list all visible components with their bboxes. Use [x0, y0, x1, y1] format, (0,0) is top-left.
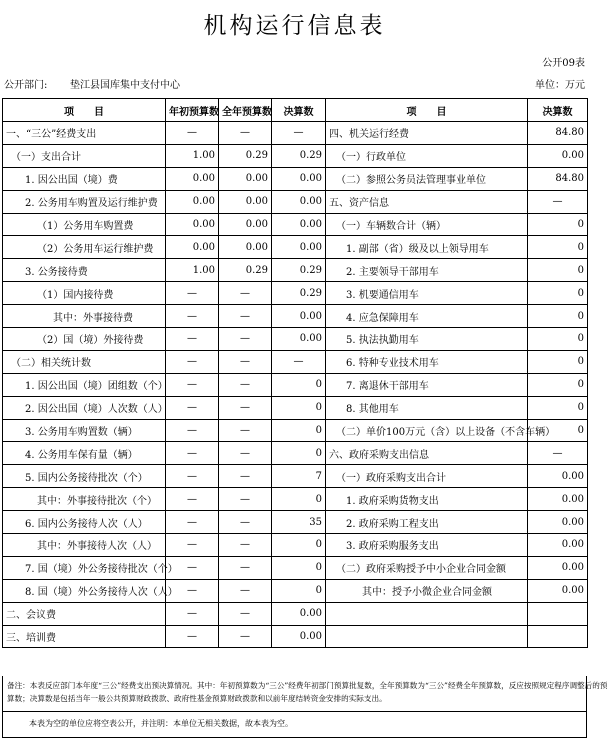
right-item-cell: 7. 离退休干部用车 — [326, 373, 528, 396]
remarks-line-1: 备注：本表反应部门本年度“三公”经费支出预决算情况。其中：年初预算数为“三公”经费年初部门预算批复数，全年预算数为“三公”经费全年预算数，反应按照规定程序调整后的预 — [7, 681, 607, 690]
right-item-cell: 1. 副部（省）级及以上领导用车 — [326, 236, 528, 259]
annual-budget-cell: 0.00 — [219, 236, 272, 259]
table-row — [3, 122, 588, 145]
annual-budget-cell: — — [219, 305, 272, 328]
right-final-amount-cell: — — [528, 442, 588, 465]
right-item-cell: （二）政府采购授予中小企业合同金额 — [326, 556, 528, 579]
annual-budget-cell: — — [219, 350, 272, 373]
annual-budget-cell: — — [219, 419, 272, 442]
right-item-cell: 3. 机要通信用车 — [326, 282, 528, 305]
right-final-amount-cell: 0 — [528, 396, 588, 419]
final-amount-cell: 0.00 — [272, 625, 326, 648]
left-item-cell: （2）公务用车运行维护费 — [3, 236, 166, 259]
table-row — [3, 282, 588, 305]
initial-budget-cell: — — [166, 534, 219, 557]
right-final-amount-cell: 0 — [528, 282, 588, 305]
initial-budget-cell: — — [166, 328, 219, 351]
page-title: 机构运行信息表 — [203, 13, 386, 39]
right-item-cell: 6. 特种专业技术用车 — [326, 350, 528, 373]
table-header-row — [3, 99, 588, 122]
initial-budget-cell: 0.00 — [166, 213, 219, 236]
left-item-cell: 2. 公务用车购置及运行维护费 — [3, 190, 166, 213]
right-final-amount-cell: 0 — [528, 236, 588, 259]
table-row — [3, 442, 588, 465]
left-item-cell: 3. 公务接待费 — [3, 259, 166, 282]
right-item-cell: 2. 政府采购工程支出 — [326, 511, 528, 534]
table-row — [3, 625, 588, 648]
left-item-cell: 二、会议费 — [3, 602, 166, 625]
final-amount-cell: 0 — [272, 442, 326, 465]
left-item-cell: 其中：外事接待人次（人） — [3, 534, 166, 557]
right-item-cell: （一）政府采购支出合计 — [326, 465, 528, 488]
right-item-cell: （二）参照公务员法管理事业单位 — [326, 167, 528, 190]
table-row — [3, 373, 588, 396]
initial-budget-cell: — — [166, 419, 219, 442]
right-final-amount-cell: 0 — [528, 350, 588, 373]
remarks-line-2: 算数；决算数是包括当年一般公共预算财政拨款、政府性基金预算财政拨款和以前年度结转资金安排的实际支出。 — [7, 694, 387, 703]
final-amount-cell: 0.29 — [272, 144, 326, 167]
left-item-cell: （二）相关统计数 — [3, 350, 166, 373]
right-item-cell: 六、政府采购支出信息 — [326, 442, 528, 465]
final-amount-cell: 0.00 — [272, 236, 326, 259]
final-amount-cell: 0 — [272, 373, 326, 396]
right-final-amount-cell: 84.80 — [528, 122, 588, 145]
right-item-cell: （一）车辆数合计（辆） — [326, 213, 528, 236]
table-row — [3, 305, 588, 328]
annual-budget-cell: — — [219, 282, 272, 305]
right-item-cell: 其中：授予小微企业合同金额 — [326, 579, 528, 602]
right-final-amount-cell: 0 — [528, 328, 588, 351]
annual-budget-cell: 0.00 — [219, 213, 272, 236]
left-item-cell: 1. 因公出国（境）费 — [3, 167, 166, 190]
header-right-final-amount: 决算数 — [528, 99, 588, 122]
right-final-amount-cell: 0 — [528, 305, 588, 328]
final-amount-cell: 0.00 — [272, 190, 326, 213]
annual-budget-cell: — — [219, 328, 272, 351]
annual-budget-cell: — — [219, 602, 272, 625]
institution-operation-table — [2, 98, 588, 648]
unit-label: 单位：万元 — [535, 80, 585, 91]
annual-budget-cell: — — [219, 488, 272, 511]
left-item-cell: 8. 国（境）外公务接待人次（人） — [3, 579, 166, 602]
initial-budget-cell: — — [166, 625, 219, 648]
header-right-item: 项 目 — [326, 99, 528, 122]
final-amount-cell: 0 — [272, 556, 326, 579]
final-amount-cell: 0.00 — [272, 213, 326, 236]
left-item-cell: （1）国内接待费 — [3, 282, 166, 305]
table-row — [3, 190, 588, 213]
annual-budget-cell: 0.00 — [219, 167, 272, 190]
right-item-cell: 3. 政府采购服务支出 — [326, 534, 528, 557]
table-row — [3, 488, 588, 511]
remarks — [2, 676, 607, 712]
final-amount-cell: 35 — [272, 511, 326, 534]
right-final-amount-cell: — — [528, 190, 588, 213]
right-item-cell: 8. 其他用车 — [326, 396, 528, 419]
final-amount-cell: 0.00 — [272, 602, 326, 625]
table-row — [3, 236, 588, 259]
left-item-cell: （一）支出合计 — [3, 144, 166, 167]
right-item-cell — [326, 602, 528, 625]
left-item-cell: （2）国（境）外接待费 — [3, 328, 166, 351]
annual-budget-cell: — — [219, 534, 272, 557]
left-item-cell: 其中：外事接待费 — [3, 305, 166, 328]
initial-budget-cell: — — [166, 579, 219, 602]
final-amount-cell: 0 — [272, 579, 326, 602]
table-row — [3, 328, 588, 351]
annual-budget-cell: — — [219, 373, 272, 396]
left-item-cell: 2. 因公出国（境）人次数（人） — [3, 396, 166, 419]
annual-budget-cell: — — [219, 511, 272, 534]
table-row — [3, 259, 588, 282]
annual-budget-cell: 0.29 — [219, 144, 272, 167]
right-final-amount-cell — [528, 602, 588, 625]
left-item-cell: 6. 国内公务接待人次（人） — [3, 511, 166, 534]
left-item-cell: 7. 国（境）外公务接待批次（个） — [3, 556, 166, 579]
initial-budget-cell: — — [166, 602, 219, 625]
left-item-cell: 三、培训费 — [3, 625, 166, 648]
right-item-cell: 4. 应急保障用车 — [326, 305, 528, 328]
initial-budget-cell: — — [166, 442, 219, 465]
initial-budget-cell: — — [166, 396, 219, 419]
right-item-cell: （一）行政单位 — [326, 144, 528, 167]
initial-budget-cell: 1.00 — [166, 144, 219, 167]
right-final-amount-cell: 0 — [528, 213, 588, 236]
annual-budget-cell: — — [219, 556, 272, 579]
right-item-cell: 5. 执法执勤用车 — [326, 328, 528, 351]
left-item-cell: 3. 公务用车购置数（辆） — [3, 419, 166, 442]
right-item-cell — [326, 625, 528, 648]
initial-budget-cell: — — [166, 305, 219, 328]
left-item-cell: 1. 因公出国（境）团组数（个） — [3, 373, 166, 396]
final-amount-cell: 0 — [272, 534, 326, 557]
final-amount-cell: 0.00 — [272, 328, 326, 351]
left-item-cell: 4. 公务用车保有量（辆） — [3, 442, 166, 465]
left-item-cell: 5. 国内公务接待批次（个） — [3, 465, 166, 488]
final-amount-cell: — — [272, 350, 326, 373]
left-item-cell: 其中：外事接待批次（个） — [3, 488, 166, 511]
department-name: 垫江县国库集中支付中心 — [70, 80, 180, 91]
annual-budget-cell: 0.29 — [219, 259, 272, 282]
right-item-cell: 2. 主要领导干部用车 — [326, 259, 528, 282]
final-amount-cell: 0 — [272, 419, 326, 442]
right-item-cell: 四、机关运行经费 — [326, 122, 528, 145]
department-row — [0, 77, 589, 95]
right-final-amount-cell: 0.00 — [528, 579, 588, 602]
initial-budget-cell: 1.00 — [166, 259, 219, 282]
final-amount-cell: 0.29 — [272, 259, 326, 282]
right-final-amount-cell: 84.80 — [528, 167, 588, 190]
final-amount-cell: 7 — [272, 465, 326, 488]
form-code: 公开09表 — [542, 58, 585, 69]
right-final-amount-cell: 0.00 — [528, 534, 588, 557]
table-row — [3, 144, 588, 167]
initial-budget-cell: — — [166, 556, 219, 579]
initial-budget-cell: — — [166, 373, 219, 396]
final-amount-cell: 0.00 — [272, 167, 326, 190]
initial-budget-cell: — — [166, 465, 219, 488]
table-row — [3, 396, 588, 419]
right-item-cell: 五、资产信息 — [326, 190, 528, 213]
table-row — [3, 511, 588, 534]
initial-budget-cell: — — [166, 511, 219, 534]
annual-budget-cell: — — [219, 465, 272, 488]
table-row — [3, 213, 588, 236]
initial-budget-cell: — — [166, 122, 219, 145]
footer-note: 本表为空的单位应将空表公开，并注明：本单位无相关数据，故本表为空。 — [2, 712, 587, 738]
final-amount-cell: 0 — [272, 396, 326, 419]
right-item-cell: 1. 政府采购货物支出 — [326, 488, 528, 511]
final-amount-cell: 0.00 — [272, 305, 326, 328]
annual-budget-cell: — — [219, 625, 272, 648]
initial-budget-cell: 0.00 — [166, 236, 219, 259]
annual-budget-cell: 0.00 — [219, 190, 272, 213]
initial-budget-cell: — — [166, 488, 219, 511]
header-annual-budget: 全年预算数 — [219, 99, 272, 122]
annual-budget-cell: — — [219, 579, 272, 602]
right-final-amount-cell: 0 — [528, 259, 588, 282]
table-row — [3, 167, 588, 190]
right-final-amount-cell: 0.00 — [528, 465, 588, 488]
initial-budget-cell: — — [166, 350, 219, 373]
header-initial-budget: 年初预算数 — [166, 99, 219, 122]
table-row — [3, 556, 588, 579]
table-row — [3, 579, 588, 602]
header-left-item: 项 目 — [3, 99, 166, 122]
final-amount-cell: — — [272, 122, 326, 145]
annual-budget-cell: — — [219, 396, 272, 419]
annual-budget-cell: — — [219, 442, 272, 465]
initial-budget-cell: — — [166, 282, 219, 305]
right-final-amount-cell: 0.00 — [528, 488, 588, 511]
department-label: 公开部门: — [4, 80, 48, 91]
table-row — [3, 602, 588, 625]
right-item-cell: （二）单价100万元（含）以上设备（不含车辆） — [326, 419, 528, 442]
table-row — [3, 350, 588, 373]
left-item-cell: 一、“三公”经费支出 — [3, 122, 166, 145]
right-final-amount-cell: 0 — [528, 373, 588, 396]
table-row — [3, 419, 588, 442]
left-item-cell: （1）公务用车购置费 — [3, 213, 166, 236]
final-amount-cell: 0 — [272, 488, 326, 511]
final-amount-cell: 0.29 — [272, 282, 326, 305]
header-final-amount: 决算数 — [272, 99, 326, 122]
annual-budget-cell: — — [219, 122, 272, 145]
right-final-amount-cell: 0 — [528, 419, 588, 442]
initial-budget-cell: 0.00 — [166, 190, 219, 213]
table-row — [3, 534, 588, 557]
right-final-amount-cell: 0.00 — [528, 144, 588, 167]
right-final-amount-cell — [528, 625, 588, 648]
right-final-amount-cell: 0.00 — [528, 556, 588, 579]
right-final-amount-cell: 0.00 — [528, 511, 588, 534]
table-row — [3, 465, 588, 488]
initial-budget-cell: 0.00 — [166, 167, 219, 190]
